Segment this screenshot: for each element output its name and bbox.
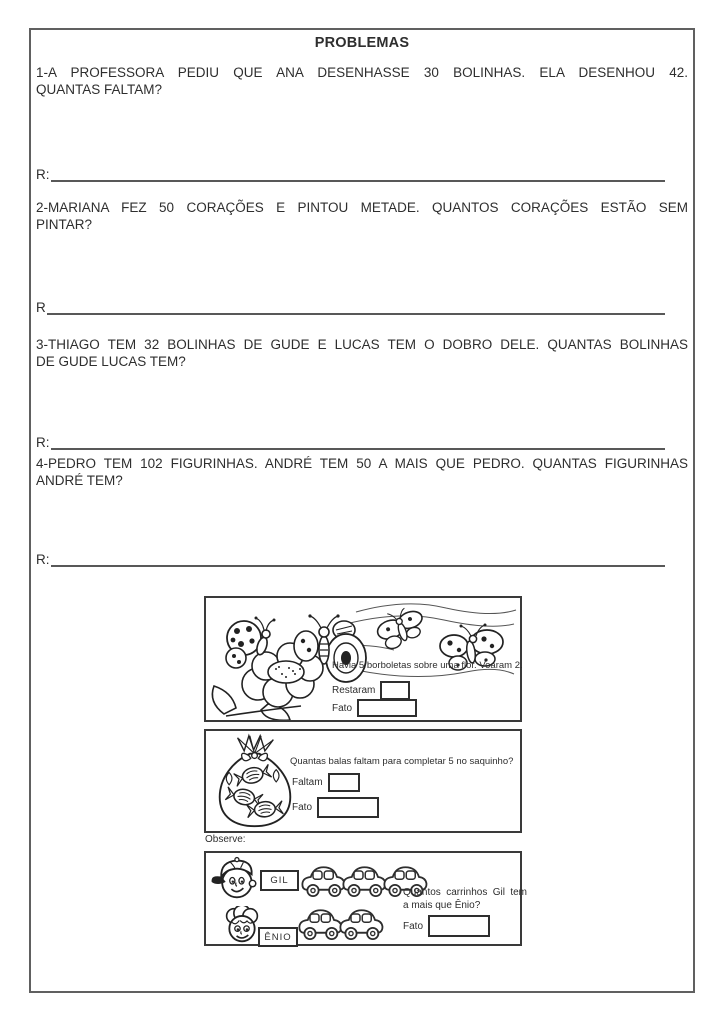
answer-line[interactable] <box>51 448 666 450</box>
fato-label: Fato <box>292 802 313 813</box>
car-icon <box>342 861 387 899</box>
problem-1-answer-row <box>36 164 665 182</box>
cars-question: Quantos carrinhos Gil tem a mais que Ênio? <box>403 887 527 911</box>
observe-label: Observe: <box>205 834 246 845</box>
answer-prefix: R <box>36 300 46 315</box>
problem-2-line1: 2-MARIANA FEZ 50 CORAÇÕES E PINTOU METADE. QUANTOS CORAÇÕES ESTÃO SEM <box>36 200 688 215</box>
fato-label: Fato <box>403 920 424 932</box>
candy-bag-illustration <box>210 733 300 829</box>
problem-1-line1: 1-A PROFESSORA PEDIU QUE ANA DESENHASSE 30 BOLINHAS. ELA DESENHOU 42. <box>36 65 688 80</box>
car-icon <box>301 861 346 899</box>
problem-2-text <box>36 199 688 233</box>
car-icon <box>298 904 343 942</box>
faltam-answer-box[interactable] <box>328 773 360 792</box>
faltam-label: Faltam <box>292 777 323 788</box>
gil-avatar <box>210 855 262 901</box>
gil-name-box <box>260 870 299 891</box>
problem-3-text <box>36 336 688 370</box>
answer-line[interactable] <box>51 565 666 567</box>
enio-cars-row <box>298 904 380 942</box>
car-icon <box>339 904 384 942</box>
problem-1-line2: QUANTAS FALTAM? <box>36 82 163 97</box>
page-title: PROBLEMAS <box>314 35 410 51</box>
problem-4-line2: ANDRÉ TEM? <box>36 473 123 488</box>
butterflies-exercise-box <box>204 596 522 722</box>
answer-line[interactable] <box>51 180 666 182</box>
problem-3-line2: DE GUDE LUCAS TEM? <box>36 354 186 369</box>
problem-2-answer-row <box>36 297 665 315</box>
butterflies-statement: Havia 5 borboletas sobre uma flor. Voaram 2. <box>332 660 523 671</box>
cars-exercise-box <box>204 851 527 946</box>
problem-3-line1: 3-THIAGO TEM 32 BOLINHAS DE GUDE E LUCAS TEM O DOBRO DELE. QUANTAS BOLINHAS <box>36 337 688 352</box>
candies-statement: Quantas balas faltam para completar 5 no saquinho? <box>290 756 514 767</box>
problem-2-line2: PINTAR? <box>36 217 93 232</box>
fato-answer-box[interactable] <box>428 915 490 937</box>
answer-prefix: R: <box>36 167 50 182</box>
restaram-answer-box[interactable] <box>380 681 410 700</box>
fato-answer-box[interactable] <box>357 699 417 717</box>
fato-label: Fato <box>332 702 353 714</box>
problem-4-line1: 4-PEDRO TEM 102 FIGURINHAS. ANDRÉ TEM 50 A MAIS QUE PEDRO. QUANTAS FIGURINHAS <box>36 456 688 471</box>
restaram-label: Restaram <box>332 685 376 696</box>
candies-exercise-box <box>204 729 522 833</box>
enio-name-label: ÊNIO <box>264 931 292 943</box>
gil-name-label: GIL <box>270 875 289 886</box>
answer-prefix: R: <box>36 552 50 567</box>
answer-prefix: R: <box>36 435 50 450</box>
problem-4-answer-row <box>36 549 665 567</box>
answer-line[interactable] <box>47 313 665 315</box>
problem-4-text <box>36 455 688 489</box>
enio-name-box <box>258 927 298 947</box>
fato-answer-box[interactable] <box>317 797 379 818</box>
problem-3-answer-row <box>36 432 665 450</box>
problem-1-text <box>36 64 688 98</box>
